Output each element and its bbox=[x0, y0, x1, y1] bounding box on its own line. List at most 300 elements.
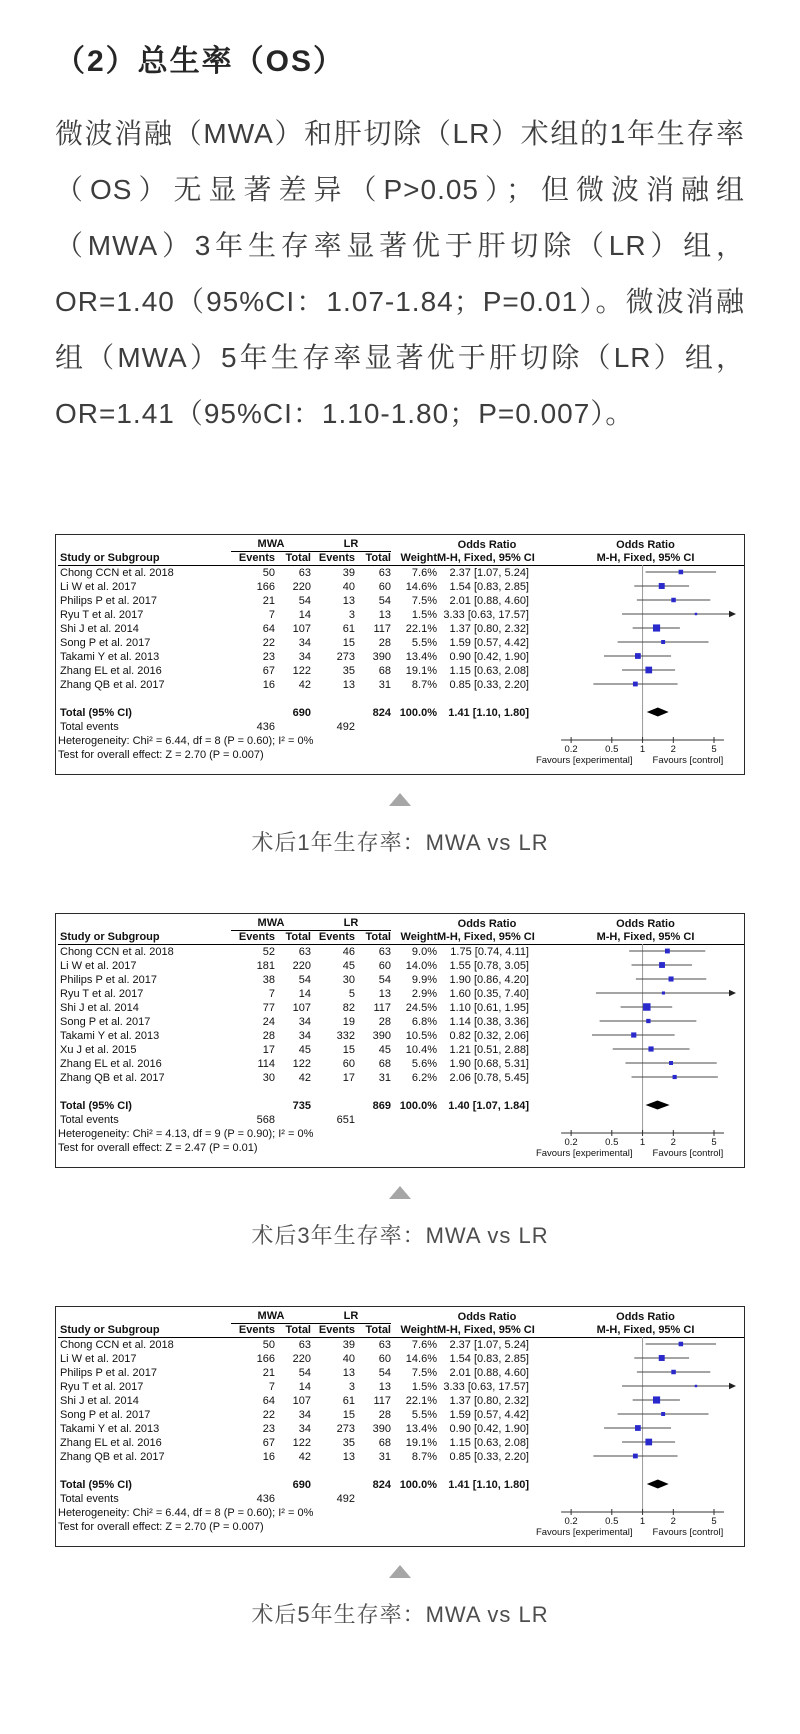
study-col-header: Study or Subgroup bbox=[60, 552, 160, 564]
lr-events: 273 bbox=[336, 1423, 355, 1435]
lr-events: 35 bbox=[342, 1437, 355, 1449]
study-row bbox=[58, 636, 744, 650]
total-lr: 869 bbox=[372, 1100, 391, 1112]
mwa-events: 23 bbox=[262, 1423, 275, 1435]
lr-events: 35 bbox=[342, 665, 355, 677]
study-name: Chong CCN et al. 2018 bbox=[60, 567, 174, 579]
mwa-total: 220 bbox=[292, 960, 311, 972]
mwa-events: 50 bbox=[262, 1339, 275, 1351]
total1-col-header: Total bbox=[285, 552, 311, 564]
collapse-triangle-icon bbox=[389, 793, 411, 806]
total-mwa: 690 bbox=[292, 1479, 311, 1491]
total-row bbox=[58, 1099, 744, 1113]
or-ci-text: 2.37 [1.07, 5.24] bbox=[449, 567, 529, 579]
heterogeneity-text: Heterogeneity: Chi² = 6.44, df = 8 (P = 0.60); I² = 0% bbox=[58, 1507, 314, 1519]
axis-tick-label: 5 bbox=[711, 1516, 717, 1527]
overall-effect-row bbox=[58, 748, 744, 762]
or-ci-text: 1.59 [0.57, 4.42] bbox=[449, 1409, 529, 1421]
weight: 13.4% bbox=[405, 1423, 437, 1435]
lr-total: 68 bbox=[378, 665, 391, 677]
or-title-text-col: Odds Ratio bbox=[457, 1310, 517, 1323]
axis-tick-label: 1 bbox=[639, 1516, 646, 1527]
axis-tick-label: 5 bbox=[711, 1137, 717, 1148]
heterogeneity-row bbox=[58, 1506, 744, 1520]
total-label: Total (95% CI) bbox=[60, 1100, 132, 1112]
axis-tick-label: 2 bbox=[670, 1137, 676, 1148]
total1-col-header: Total bbox=[285, 931, 311, 943]
collapse-triangle-icon bbox=[389, 1565, 411, 1578]
forest-plot-3yr bbox=[55, 913, 745, 1168]
study-row bbox=[58, 1338, 744, 1352]
weight: 22.1% bbox=[405, 623, 437, 635]
or-ci-text: 0.82 [0.32, 2.06] bbox=[449, 1030, 529, 1042]
weight: 7.5% bbox=[411, 595, 437, 607]
or-method-plot-header: M-H, Fixed, 95% CI bbox=[596, 931, 695, 943]
group2-header: LR bbox=[311, 1309, 391, 1324]
mwa-events: 22 bbox=[262, 637, 275, 649]
weight-col-header: Weight bbox=[400, 552, 437, 564]
or-method-plot-header: M-H, Fixed, 95% CI bbox=[596, 1324, 695, 1336]
mwa-events: 16 bbox=[262, 1451, 275, 1463]
or-ci-text: 1.59 [0.57, 4.42] bbox=[449, 637, 529, 649]
study-name: Li W et al. 2017 bbox=[60, 960, 137, 972]
mwa-total: 107 bbox=[292, 1002, 311, 1014]
body-paragraph: 微波消融（MWA）和肝切除（LR）术组的1年生存率（OS）无显著差异（P>0.05）；但微波消融组（MWA）3年生存率显著优于肝切除（LR）组，OR=1.40（95%CI：1.07-1.84；P=0.01）。微波消融组（MWA）5年生存率显著优于肝切除（LR）组，OR=1.41（95%CI：1.10-1.80；P=0.007）。 bbox=[55, 118, 745, 429]
overall-effect-row bbox=[58, 1141, 744, 1155]
weight: 8.7% bbox=[411, 679, 437, 691]
total2-col-header: Total bbox=[365, 931, 391, 943]
study-name: Li W et al. 2017 bbox=[60, 1353, 137, 1365]
mwa-events: 166 bbox=[256, 1353, 275, 1365]
or-ci-text: 1.55 [0.78, 3.05] bbox=[449, 960, 529, 972]
mwa-events: 17 bbox=[262, 1044, 275, 1056]
or-ci-text: 1.90 [0.68, 5.31] bbox=[449, 1058, 529, 1070]
or-ci-text: 1.15 [0.63, 2.08] bbox=[449, 665, 529, 677]
overall-effect-text: Test for overall effect: Z = 2.70 (P = 0.007) bbox=[58, 749, 264, 761]
lr-total: 390 bbox=[372, 651, 391, 663]
or-method-col-header: M-H, Fixed, 95% CI bbox=[437, 931, 535, 943]
or-title-plot-col: Odds Ratio bbox=[616, 1310, 675, 1323]
study-name: Shi J et al. 2014 bbox=[60, 1002, 139, 1014]
lr-events: 17 bbox=[342, 1072, 355, 1084]
total-events-lr: 492 bbox=[336, 1493, 355, 1505]
total-or-ci: 1.41 [1.10, 1.80] bbox=[448, 1479, 529, 1491]
study-row bbox=[58, 594, 744, 608]
axis-tick-label: 1 bbox=[639, 1137, 646, 1148]
weight: 24.5% bbox=[405, 1002, 437, 1014]
study-row bbox=[58, 1450, 744, 1464]
mwa-events: 24 bbox=[262, 1016, 275, 1028]
header-row-columns bbox=[58, 930, 744, 945]
axis-tick-label: 0.2 bbox=[564, 1137, 578, 1148]
mwa-total: 122 bbox=[292, 1437, 311, 1449]
lr-events: 13 bbox=[342, 1367, 355, 1379]
study-row bbox=[58, 1422, 744, 1436]
header-row-columns bbox=[58, 1323, 744, 1338]
total-events-mwa: 436 bbox=[256, 721, 275, 733]
study-name: Zhang QB et al. 2017 bbox=[60, 679, 165, 691]
mwa-total: 45 bbox=[298, 1044, 311, 1056]
favours-left-label: Favours [experimental] bbox=[535, 1148, 633, 1159]
study-name: Chong CCN et al. 2018 bbox=[60, 946, 174, 958]
study-name: Shi J et al. 2014 bbox=[60, 1395, 139, 1407]
figure-caption-1yr: 术后1年生存率：MWA vs LR bbox=[251, 830, 549, 855]
study-row bbox=[58, 1057, 744, 1071]
lr-total: 28 bbox=[378, 637, 391, 649]
mwa-total: 107 bbox=[292, 1395, 311, 1407]
spacer-row bbox=[58, 1464, 744, 1478]
or-ci-text: 2.01 [0.88, 4.60] bbox=[449, 595, 529, 607]
weight: 9.9% bbox=[411, 974, 437, 986]
lr-events: 61 bbox=[342, 623, 355, 635]
study-name: Shi J et al. 2014 bbox=[60, 623, 139, 635]
lr-events: 39 bbox=[342, 1339, 355, 1351]
study-row bbox=[58, 1015, 744, 1029]
lr-events: 39 bbox=[342, 567, 355, 579]
lr-total: 13 bbox=[378, 609, 391, 621]
study-row bbox=[58, 1352, 744, 1366]
mwa-events: 67 bbox=[262, 665, 275, 677]
weight: 10.5% bbox=[405, 1030, 437, 1042]
mwa-total: 42 bbox=[298, 679, 311, 691]
study-row bbox=[58, 973, 744, 987]
lr-events: 13 bbox=[342, 595, 355, 607]
mwa-total: 34 bbox=[298, 1409, 311, 1421]
weight: 1.5% bbox=[411, 609, 437, 621]
figure-caption-5yr: 术后5年生存率：MWA vs LR bbox=[251, 1602, 549, 1627]
lr-total: 117 bbox=[373, 623, 391, 635]
favours-right-label: Favours [control] bbox=[652, 755, 724, 766]
study-row bbox=[58, 608, 744, 622]
lr-total: 117 bbox=[373, 1395, 391, 1407]
mwa-events: 50 bbox=[262, 567, 275, 579]
figure-block-1yr bbox=[55, 534, 745, 858]
weight: 6.8% bbox=[411, 1016, 437, 1028]
study-row bbox=[58, 945, 744, 959]
lr-total: 31 bbox=[378, 679, 391, 691]
lr-events: 45 bbox=[342, 960, 355, 972]
heterogeneity-text: Heterogeneity: Chi² = 4.13, df = 9 (P = 0.90); I² = 0% bbox=[58, 1128, 314, 1140]
lr-events: 15 bbox=[342, 637, 355, 649]
weight: 19.1% bbox=[405, 665, 437, 677]
axis-tick-label: 0.5 bbox=[605, 1137, 619, 1148]
or-ci-text: 1.54 [0.83, 2.85] bbox=[449, 581, 529, 593]
study-name: Zhang QB et al. 2017 bbox=[60, 1451, 165, 1463]
lr-events: 19 bbox=[342, 1016, 355, 1028]
study-row bbox=[58, 1394, 744, 1408]
mwa-events: 7 bbox=[268, 609, 275, 621]
lr-total: 13 bbox=[378, 988, 391, 1000]
mwa-events: 21 bbox=[262, 595, 275, 607]
lr-total: 63 bbox=[378, 567, 391, 579]
study-col-header: Study or Subgroup bbox=[60, 931, 160, 943]
mwa-total: 14 bbox=[298, 988, 311, 1000]
study-row bbox=[58, 678, 744, 692]
study-row bbox=[58, 622, 744, 636]
total-weight: 100.0% bbox=[399, 1479, 437, 1491]
total-events-row bbox=[58, 1492, 744, 1506]
favours-right-label: Favours [control] bbox=[652, 1148, 724, 1159]
weight: 14.6% bbox=[405, 1353, 437, 1365]
lr-events: 40 bbox=[342, 581, 355, 593]
total2-col-header: Total bbox=[365, 552, 391, 564]
lr-total: 31 bbox=[378, 1451, 391, 1463]
lr-total: 54 bbox=[378, 1367, 391, 1379]
study-name: Takami Y et al. 2013 bbox=[60, 1423, 160, 1435]
or-ci-text: 1.10 [0.61, 1.95] bbox=[449, 1002, 529, 1014]
favours-left-label: Favours [experimental] bbox=[535, 1527, 633, 1538]
or-method-plot-header: M-H, Fixed, 95% CI bbox=[596, 552, 695, 564]
study-name: Zhang EL et al. 2016 bbox=[60, 1058, 162, 1070]
group1-header: MWA bbox=[231, 1309, 311, 1324]
weight: 7.6% bbox=[411, 567, 437, 579]
weight: 5.5% bbox=[411, 1409, 437, 1421]
study-name: Zhang QB et al. 2017 bbox=[60, 1072, 165, 1084]
or-method-col-header: M-H, Fixed, 95% CI bbox=[437, 552, 535, 564]
mwa-events: 52 bbox=[262, 946, 275, 958]
or-ci-text: 2.01 [0.88, 4.60] bbox=[449, 1367, 529, 1379]
study-row bbox=[58, 1043, 744, 1057]
group2-header: LR bbox=[311, 537, 391, 552]
total-weight: 100.0% bbox=[399, 1100, 437, 1112]
mwa-events: 28 bbox=[262, 1030, 275, 1042]
lr-total: 60 bbox=[378, 960, 391, 972]
study-name: Takami Y et al. 2013 bbox=[60, 1030, 160, 1042]
forest-plot-1yr bbox=[55, 534, 745, 775]
lr-events: 30 bbox=[342, 974, 355, 986]
lr-events: 273 bbox=[336, 651, 355, 663]
events2-col-header: Events bbox=[318, 931, 355, 943]
axis-tick-label: 2 bbox=[670, 744, 676, 755]
lr-total: 31 bbox=[378, 1072, 391, 1084]
lr-total: 28 bbox=[378, 1016, 391, 1028]
mwa-total: 54 bbox=[298, 1367, 311, 1379]
total1-col-header: Total bbox=[285, 1324, 311, 1336]
total-events-row bbox=[58, 1113, 744, 1127]
mwa-total: 42 bbox=[298, 1072, 311, 1084]
lr-total: 117 bbox=[373, 1002, 391, 1014]
study-name: Ryu T et al. 2017 bbox=[60, 1381, 144, 1393]
favours-left-label: Favours [experimental] bbox=[535, 755, 633, 766]
mwa-events: 16 bbox=[262, 679, 275, 691]
weight: 22.1% bbox=[405, 1395, 437, 1407]
study-name: Song P et al. 2017 bbox=[60, 1016, 151, 1028]
mwa-total: 54 bbox=[298, 974, 311, 986]
events2-col-header: Events bbox=[318, 552, 355, 564]
mwa-events: 114 bbox=[257, 1058, 275, 1070]
lr-total: 45 bbox=[378, 1044, 391, 1056]
mwa-total: 107 bbox=[292, 623, 311, 635]
weight-col-header: Weight bbox=[400, 931, 437, 943]
mwa-events: 181 bbox=[256, 960, 275, 972]
weight: 13.4% bbox=[405, 651, 437, 663]
axis-tick-label: 0.2 bbox=[564, 744, 578, 755]
figures-area bbox=[55, 534, 745, 1630]
lr-events: 40 bbox=[342, 1353, 355, 1365]
study-row bbox=[58, 1071, 744, 1085]
total-label: Total (95% CI) bbox=[60, 1479, 132, 1491]
or-ci-text: 3.33 [0.63, 17.57] bbox=[443, 1381, 529, 1393]
study-row bbox=[58, 580, 744, 594]
study-name: Chong CCN et al. 2018 bbox=[60, 1339, 174, 1351]
total-lr: 824 bbox=[372, 707, 391, 719]
mwa-events: 7 bbox=[268, 1381, 275, 1393]
lr-events: 82 bbox=[342, 1002, 355, 1014]
or-title-text-col: Odds Ratio bbox=[457, 538, 517, 551]
mwa-events: 22 bbox=[262, 1409, 275, 1421]
weight: 9.0% bbox=[411, 946, 437, 958]
mwa-events: 23 bbox=[262, 651, 275, 663]
mwa-total: 220 bbox=[292, 581, 311, 593]
mwa-total: 34 bbox=[298, 1030, 311, 1042]
mwa-total: 220 bbox=[292, 1353, 311, 1365]
axis-tick-label: 0.5 bbox=[605, 744, 619, 755]
lr-events: 3 bbox=[348, 609, 355, 621]
weight: 14.0% bbox=[405, 960, 437, 972]
lr-events: 5 bbox=[348, 988, 355, 1000]
mwa-total: 63 bbox=[298, 946, 311, 958]
mwa-events: 38 bbox=[262, 974, 275, 986]
weight: 5.6% bbox=[411, 1058, 437, 1070]
or-ci-text: 1.54 [0.83, 2.85] bbox=[449, 1353, 529, 1365]
or-title-plot-col: Odds Ratio bbox=[616, 917, 675, 930]
or-ci-text: 1.37 [0.80, 2.32] bbox=[449, 1395, 529, 1407]
lr-total: 54 bbox=[378, 595, 391, 607]
figure-caption-3yr: 术后3年生存率：MWA vs LR bbox=[251, 1223, 549, 1248]
lr-total: 63 bbox=[378, 1339, 391, 1351]
mwa-total: 122 bbox=[292, 665, 311, 677]
study-name: Philips P et al. 2017 bbox=[60, 1367, 158, 1379]
spacer-row bbox=[58, 1085, 744, 1099]
mwa-events: 21 bbox=[262, 1367, 275, 1379]
mwa-events: 7 bbox=[268, 988, 275, 1000]
lr-events: 61 bbox=[342, 1395, 355, 1407]
total-or-ci: 1.41 [1.10, 1.80] bbox=[448, 707, 529, 719]
heterogeneity-text: Heterogeneity: Chi² = 6.44, df = 8 (P = 0.60); I² = 0% bbox=[58, 735, 314, 747]
lr-total: 63 bbox=[378, 946, 391, 958]
lr-events: 3 bbox=[348, 1381, 355, 1393]
collapse-triangle-icon bbox=[389, 1186, 411, 1199]
figure-block-3yr bbox=[55, 913, 745, 1251]
or-ci-text: 1.60 [0.35, 7.40] bbox=[449, 988, 529, 1000]
group1-header: MWA bbox=[231, 916, 311, 931]
study-row bbox=[58, 650, 744, 664]
weight: 10.4% bbox=[405, 1044, 437, 1056]
study-row bbox=[58, 1408, 744, 1422]
lr-events: 13 bbox=[342, 679, 355, 691]
weight: 6.2% bbox=[411, 1072, 437, 1084]
weight: 2.9% bbox=[411, 988, 437, 1000]
total-events-mwa: 568 bbox=[256, 1114, 275, 1126]
axis-tick-label: 0.5 bbox=[605, 1516, 619, 1527]
or-ci-text: 1.37 [0.80, 2.32] bbox=[449, 623, 529, 635]
mwa-total: 34 bbox=[298, 1423, 311, 1435]
axis-tick-label: 0.2 bbox=[564, 1516, 578, 1527]
weight: 1.5% bbox=[411, 1381, 437, 1393]
mwa-total: 34 bbox=[298, 651, 311, 663]
study-row bbox=[58, 1029, 744, 1043]
total-weight: 100.0% bbox=[399, 707, 437, 719]
study-name: Li W et al. 2017 bbox=[60, 581, 137, 593]
study-col-header: Study or Subgroup bbox=[60, 1324, 160, 1336]
total-events-row bbox=[58, 720, 744, 734]
study-name: Philips P et al. 2017 bbox=[60, 595, 158, 607]
mwa-events: 166 bbox=[256, 581, 275, 593]
lr-total: 68 bbox=[378, 1437, 391, 1449]
lr-total: 60 bbox=[378, 1353, 391, 1365]
total-events-label: Total events bbox=[60, 1114, 119, 1126]
or-ci-text: 2.06 [0.78, 5.45] bbox=[449, 1072, 529, 1084]
study-row bbox=[58, 664, 744, 678]
total-or-ci: 1.40 [1.07, 1.84] bbox=[448, 1100, 529, 1112]
study-name: Xu J et al. 2015 bbox=[60, 1044, 137, 1056]
mwa-events: 30 bbox=[262, 1072, 275, 1084]
lr-total: 13 bbox=[378, 1381, 391, 1393]
total-events-label: Total events bbox=[60, 1493, 119, 1505]
or-method-col-header: M-H, Fixed, 95% CI bbox=[437, 1324, 535, 1336]
or-ci-text: 0.85 [0.33, 2.20] bbox=[449, 1451, 529, 1463]
total-label: Total (95% CI) bbox=[60, 707, 132, 719]
events2-col-header: Events bbox=[318, 1324, 355, 1336]
study-name: Song P et al. 2017 bbox=[60, 1409, 151, 1421]
mwa-events: 64 bbox=[262, 623, 275, 635]
or-ci-text: 0.90 [0.42, 1.90] bbox=[449, 651, 529, 663]
or-ci-text: 3.33 [0.63, 17.57] bbox=[443, 609, 529, 621]
lr-events: 332 bbox=[336, 1030, 355, 1042]
header-row-columns bbox=[58, 551, 744, 566]
spacer-row bbox=[58, 692, 744, 706]
overall-effect-text: Test for overall effect: Z = 2.47 (P = 0.01) bbox=[58, 1142, 258, 1154]
mwa-events: 67 bbox=[262, 1437, 275, 1449]
or-ci-text: 0.85 [0.33, 2.20] bbox=[449, 679, 529, 691]
or-ci-text: 1.14 [0.38, 3.36] bbox=[449, 1016, 529, 1028]
total-lr: 824 bbox=[372, 1479, 391, 1491]
lr-total: 54 bbox=[378, 974, 391, 986]
study-name: Philips P et al. 2017 bbox=[60, 974, 158, 986]
study-row bbox=[58, 987, 744, 1001]
total-events-lr: 651 bbox=[336, 1114, 355, 1126]
favours-right-label: Favours [control] bbox=[652, 1527, 724, 1538]
total-events-lr: 492 bbox=[336, 721, 355, 733]
lr-total: 390 bbox=[372, 1423, 391, 1435]
total-events-label: Total events bbox=[60, 721, 119, 733]
mwa-total: 34 bbox=[298, 1016, 311, 1028]
lr-total: 390 bbox=[372, 1030, 391, 1042]
weight: 7.5% bbox=[411, 1367, 437, 1379]
study-row bbox=[58, 1436, 744, 1450]
overall-effect-text: Test for overall effect: Z = 2.70 (P = 0.007) bbox=[58, 1521, 264, 1533]
weight: 5.5% bbox=[411, 637, 437, 649]
or-ci-text: 1.75 [0.74, 4.11] bbox=[450, 946, 529, 958]
mwa-total: 14 bbox=[298, 609, 311, 621]
header-row-groups bbox=[58, 1309, 744, 1323]
or-ci-text: 1.15 [0.63, 2.08] bbox=[449, 1437, 529, 1449]
lr-events: 15 bbox=[342, 1044, 355, 1056]
study-row bbox=[58, 1366, 744, 1380]
weight: 19.1% bbox=[405, 1437, 437, 1449]
total-mwa: 735 bbox=[292, 1100, 311, 1112]
total-row bbox=[58, 1478, 744, 1492]
or-ci-text: 0.90 [0.42, 1.90] bbox=[449, 1423, 529, 1435]
lr-events: 60 bbox=[342, 1058, 355, 1070]
mwa-total: 42 bbox=[298, 1451, 311, 1463]
study-name: Song P et al. 2017 bbox=[60, 637, 151, 649]
weight: 14.6% bbox=[405, 581, 437, 593]
forest-plot-5yr bbox=[55, 1306, 745, 1547]
or-ci-text: 1.90 [0.86, 4.20] bbox=[449, 974, 529, 986]
lr-total: 68 bbox=[378, 1058, 391, 1070]
figure-block-5yr bbox=[55, 1306, 745, 1630]
